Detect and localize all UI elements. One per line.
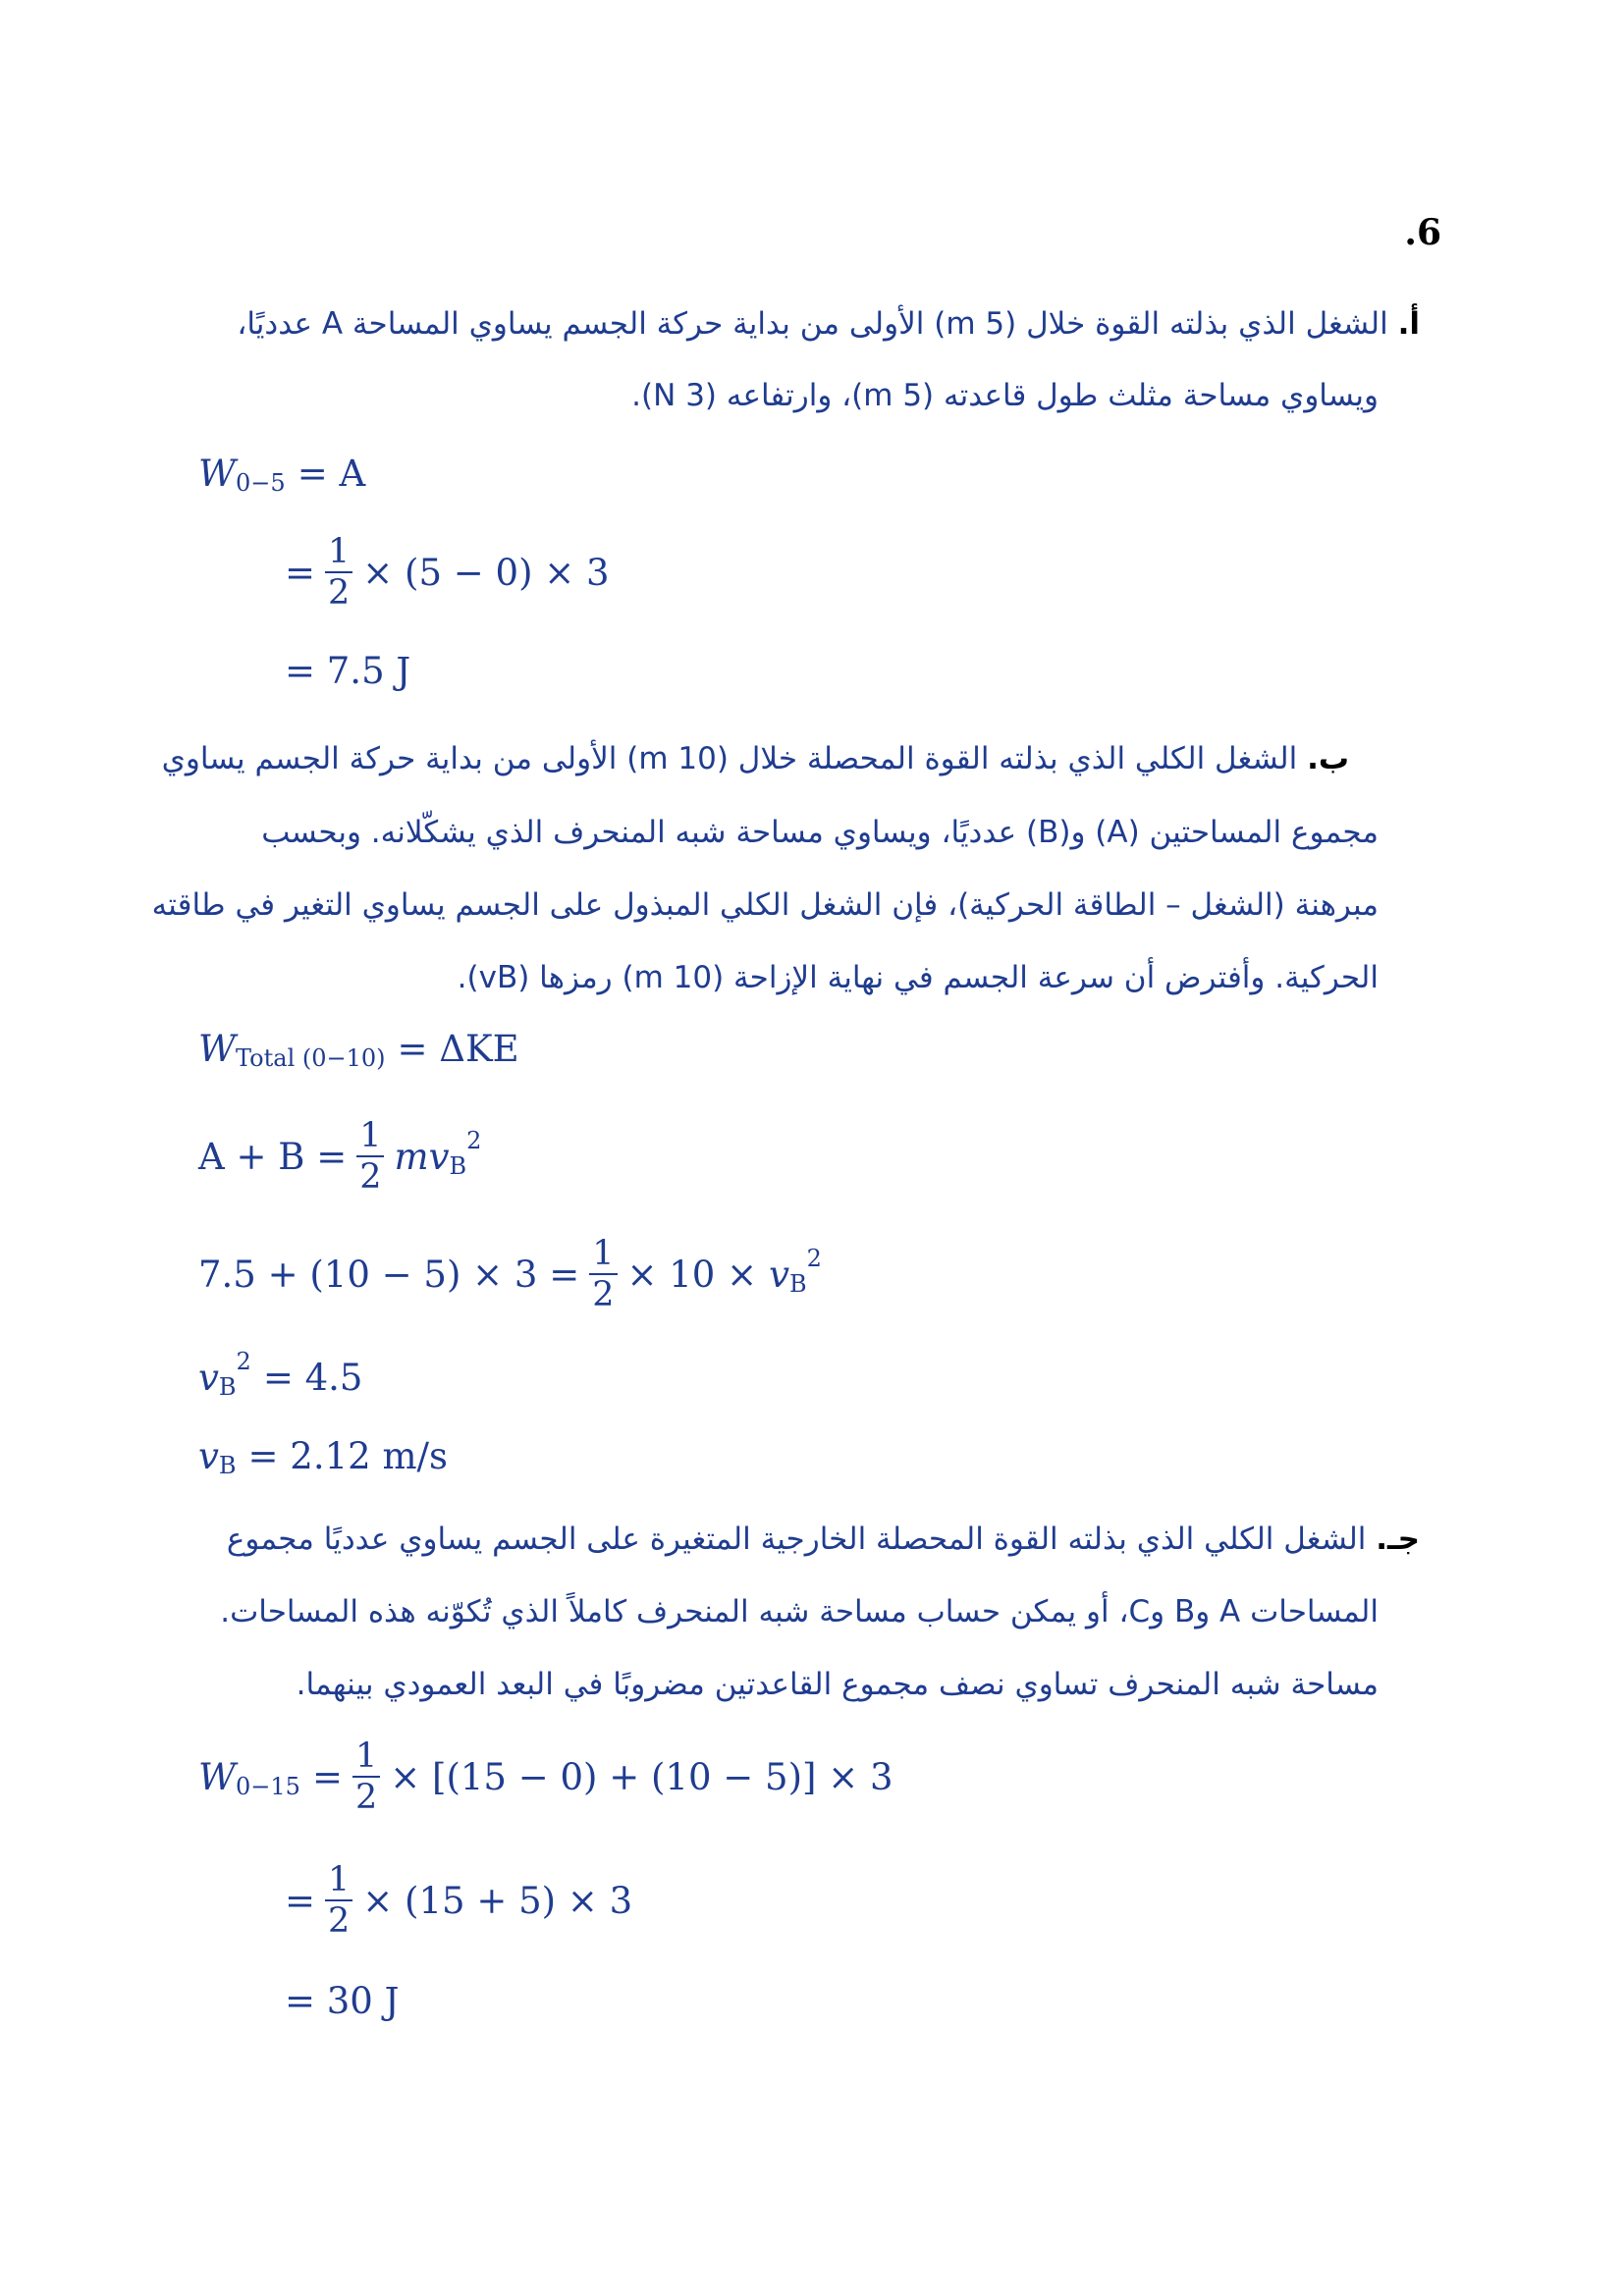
- eq-lhs: 7.5 + (10 − 5) × 3 =: [198, 1253, 580, 1296]
- equals: =: [285, 1879, 316, 1922]
- fraction-half: $\frac{1}{2}$: [356, 1116, 384, 1197]
- question-number: .6: [1404, 212, 1441, 253]
- part-b-eq-2: A + B = $\frac{1}{2}$ mv B 2: [198, 1116, 482, 1197]
- part-b-line-1: [162, 741, 1349, 776]
- eq-rhs: = A: [297, 452, 366, 495]
- work-symbol: W: [198, 1755, 237, 1798]
- work-subscript: 0−15: [236, 1773, 300, 1800]
- part-c-label: جـ.: [1376, 1522, 1420, 1557]
- fraction-half: $\frac{1}{2}$: [352, 1736, 380, 1817]
- mass-velocity: mv: [394, 1135, 450, 1178]
- part-b-line-3: مبرهنة (الشغل – الطاقة الحركية)، فإن الشغل الكلي المبذول على الجسم يساوي التغير في طاقته: [151, 887, 1379, 923]
- work-subscript: 0−5: [236, 469, 286, 497]
- fraction-half: $\frac{1}{2}$: [325, 1860, 352, 1941]
- part-c-eq-1: W 0−15 = $\frac{1}{2}$ × [(15 − 0) + (10 − 5)] × 3: [198, 1736, 893, 1817]
- part-a-eq-1: [198, 444, 365, 503]
- part-c-line-1: [227, 1522, 1420, 1557]
- part-a-line-2: ويساوي مساحة مثلث طول قاعدته (5 m)، وارتفاعه (3 N).: [631, 378, 1379, 413]
- part-a-eq-2: [285, 525, 610, 619]
- part-a-label: أ.: [1397, 306, 1420, 342]
- eq-rest: × 10 ×: [626, 1253, 758, 1296]
- fraction-half: $\frac{1}{2}$: [325, 532, 352, 613]
- eq-rest: × (15 + 5) × 3: [362, 1879, 633, 1922]
- part-b-eq-3: 7.5 + (10 − 5) × 3 = $\frac{1}{2}$ × 10 × v B 2: [198, 1234, 822, 1314]
- equals: =: [285, 551, 316, 594]
- part-b-eq-4: v B 2 = 4.5: [198, 1348, 363, 1401]
- part-a-eq-3: = 7.5 J: [285, 649, 411, 692]
- fraction-half: $\frac{1}{2}$: [589, 1234, 617, 1314]
- work-symbol: W: [198, 452, 237, 495]
- part-b-label: ب.: [1307, 741, 1349, 776]
- eq-rhs: = ΔKE: [397, 1027, 519, 1070]
- part-c-line-2: المساحات A وB وC، أو يمكن حساب مساحة شبه المنحرف كاملاً الذي تُكوّنه هذه المساحات.: [220, 1594, 1379, 1629]
- part-b-eq-5: v B = 2.12 m/s: [198, 1434, 448, 1479]
- part-c-line-3: مساحة شبه المنحرف تساوي نصف مجموع القاعدتين مضروبًا في البعد العمودي بينهما.: [296, 1667, 1379, 1702]
- eq-rest: × (5 − 0) × 3: [362, 551, 610, 594]
- eq-rest: × [(15 − 0) + (10 − 5)] × 3: [390, 1755, 893, 1798]
- part-b-line-2: مجموع المساحتين (A) و(B) عدديًا، ويساوي مساحة شبه المنحرف الذي يشكّلانه. وبحسب: [261, 815, 1379, 850]
- part-c-eq-3: = 30 J: [285, 1979, 400, 2022]
- work-subscript: Total (0−10): [236, 1044, 386, 1072]
- work-symbol: W: [198, 1027, 237, 1070]
- part-c-text-1: الشغل الكلي الذي بذلته القوة المحصلة الخارجية المتغيرة على الجسم يساوي عدديًا مجموع: [226, 1522, 1367, 1557]
- part-a-text-1: الشغل الذي بذلته القوة خلال (5 m) الأولى من بداية حركة الجسم يساوي المساحة A عدديًا،: [237, 306, 1388, 342]
- part-c-eq-2: [285, 1853, 632, 1948]
- part-b-eq-1: [198, 1019, 519, 1078]
- part-a-line-1: [237, 306, 1420, 342]
- part-b-line-4: الحركية. وأفترض أن سرعة الجسم في نهاية الإزاحة (10 m) رمزها (vB).: [457, 960, 1379, 995]
- eq-lhs: A + B =: [198, 1135, 348, 1178]
- part-b-text-1: الشغل الكلي الذي بذلته القوة المحصلة خلال (10 m) الأولى من بداية حركة الجسم يساوي: [161, 741, 1298, 776]
